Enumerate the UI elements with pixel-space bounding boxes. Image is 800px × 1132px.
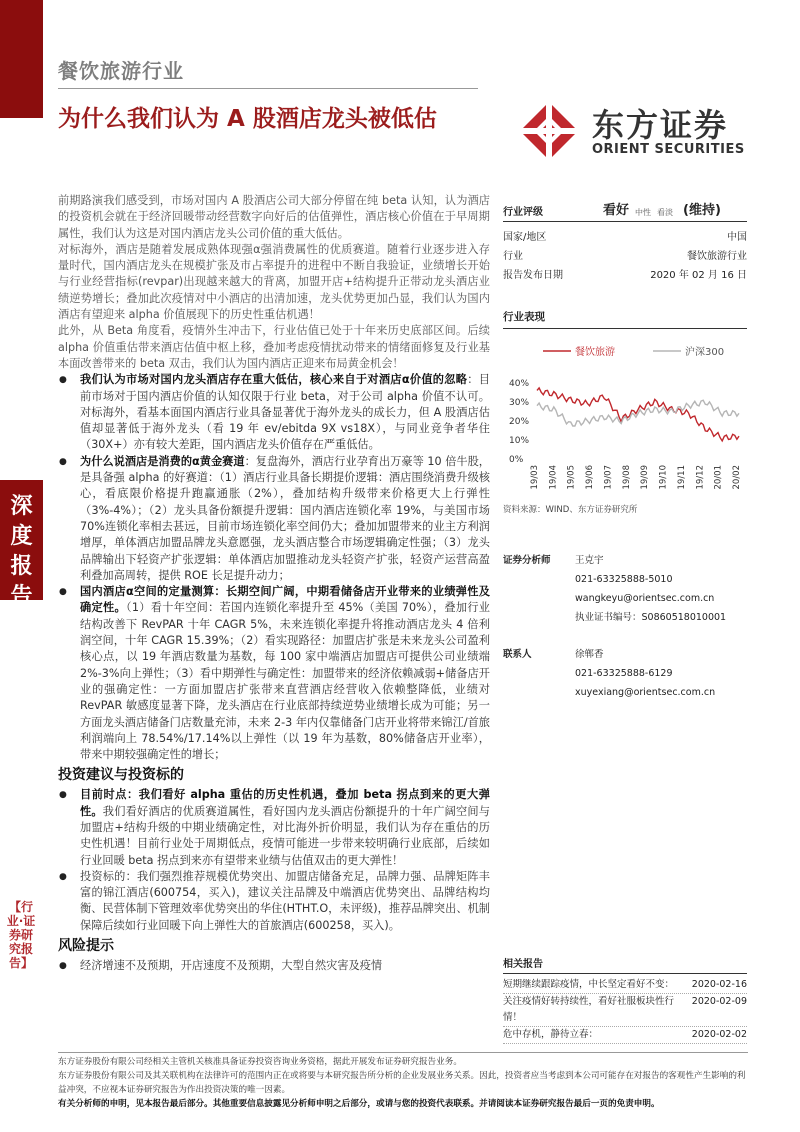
rating-keep: (维持): [683, 203, 721, 218]
sidebar-top-block: [0, 0, 43, 118]
x-tick-label: 19/03: [530, 465, 540, 490]
x-tick-label: 19/11: [676, 465, 687, 490]
bullet-alpha-space: [58, 584, 490, 763]
analyst-value: 王克宇: [575, 555, 604, 566]
contact-row: [503, 683, 747, 702]
industry-heading: 餐饮旅游行业: [58, 59, 184, 83]
contact-row: [503, 664, 747, 683]
performance-title: 行业表现: [503, 309, 747, 329]
logo-en-name: ORIENT SECURITIES: [592, 142, 745, 157]
legend-label: 餐饮旅游: [575, 347, 615, 358]
y-tick-label: 40%: [509, 378, 530, 389]
related-item-title: 短期继续跟踪疫情，中长坚定看好不变：: [503, 979, 675, 990]
info-value: 餐饮旅游行业: [687, 251, 747, 262]
contact-value: 徐郸香: [575, 649, 604, 660]
series-line: [537, 400, 739, 426]
y-tick-label: 30%: [509, 397, 530, 408]
info-value: 2020 年 02 月 16 日: [650, 270, 747, 281]
bullet-text: ：目前市场对于国内酒店价值的认知仅限于行业 beta，对于公司 alpha 价值不认可。对标海外，看基本面国内酒店行业具备显著优于海外龙头的成长力，但 A 股酒店估值却显著低于海外龙头（看 19 年 ev/ebitda 9X vs18X），与同业竞争者华住（30X+）亦有较大差距，国内酒店龙头价值存在严重低估。: [80, 373, 490, 452]
contact-key: [503, 664, 575, 683]
analyst-row: [503, 608, 747, 627]
footer-line-3: 有关分析师的申明，见本报告最后部分。其他重要信息披露见分析师申明之后部分，或请与您的投资代表联系。并请阅读本证券研究报告最后一页的免责申明。: [58, 1099, 660, 1109]
analyst-value: 执业证书编号：S0860518010001: [575, 612, 727, 623]
rating-value: 看好: [603, 203, 630, 218]
y-tick-label: 0%: [509, 455, 524, 465]
analyst-row: [503, 589, 747, 608]
contact-key: [503, 683, 575, 702]
x-tick-label: 19/09: [640, 465, 651, 490]
bullet-text: （1）看十年空间：若国内连锁化率提升至 45%（美国 70%），叠加行业结构改善下 RevPAR 十年 CAGR 5%，未来连锁化率提升将推动酒店龙头 4 倍利润空间，十年 CAGR 15.39%；（2）看实现路径：加盟店扩张是未来龙头公司盈利核心点，以 19 年酒店数量为基数，每 100 家中端酒店加盟店可提供公司业绩端 2%-3%向上弹性；（3）看中期弹性与确定性：加盟带来的经济依赖减弱+储备店开业的强确定性：一方面加盟店扩张带来直营酒店经营收入依赖整降低，业绩对 RevPAR 敏感度显著下降，龙头酒店在行业底部持续逆势业绩增长成为可能；另一方面龙头酒店储备门店数量充沛，未来 2-3 年内仅靠储备门店开业将带来锦江/首旅利润端向上 78.54%/17.14%以上弹性（以 19 年为基数，80%储备店开业率），带来中期较强确定性的增长；: [80, 601, 490, 762]
bullet-text: 经济增速不及预期，开店速度不及预期，大型自然灾害及疫情: [80, 959, 383, 973]
related-item[interactable]: [503, 1027, 747, 1044]
x-tick-label: 20/01: [713, 465, 724, 490]
rating-bearish: 看淡: [657, 208, 674, 217]
x-tick-label: 19/05: [566, 465, 577, 490]
related-title: 相关报告: [503, 955, 747, 974]
bullet-bold: 国内酒店α空间的定量测算：长期空间广阔，中期看储备店开业带来的业绩弹性及确定性。: [80, 585, 490, 615]
contact-email[interactable]: xuyexiang@orientsec.com.cn: [575, 687, 716, 698]
bullet-current-timing: [58, 787, 490, 868]
intro-paragraph-2: 对标海外，酒店是随着发展成熟体现强α强消费属性的优质赛道。随着行业逐步进入存量时代，国内酒店龙头在规模扩张及市占率提升的进程中不断自我验证，业绩增长开始与行业经营指标(revpar)出现越来越大的背离，加盟开店+结构提升正带动龙头酒店业绩逆势增长；叠加此次疫情对中小酒店的出清加速，龙头优势更加凸显，我们认为国内酒店有望迎来 alpha 价值展现下的历史性重估机遇！: [58, 242, 490, 322]
bullet-undervalued: [58, 372, 490, 453]
report-title: 为什么我们认为 A 股酒店龙头被低估: [58, 106, 437, 132]
related-item-date: 2020-02-09: [691, 996, 747, 1007]
x-tick-label: 19/10: [658, 465, 669, 490]
intro-paragraph-3: 此外，从 Beta 角度看，疫情外生冲击下，行业估值已处于十年来历史底部区间。后续 alpha 价值重估带来酒店估值中枢上移，叠加考虑疫情扰动带来的情绪面修复及行业基本面改善带来的 beta 双击，我们认为国内酒店正迎来布局黄金机会！: [58, 324, 490, 370]
contact-key: 联系人: [503, 649, 532, 660]
rating-row: [503, 190, 747, 222]
related-item-date: 2020-02-02: [691, 1029, 747, 1040]
info-row: [503, 228, 747, 247]
analyst-key: [503, 589, 575, 608]
y-tick-label: 20%: [509, 416, 530, 427]
main-body: [58, 193, 490, 974]
report-type-badge: [0, 480, 43, 609]
contact-row: [503, 645, 747, 664]
info-row: [503, 247, 747, 266]
bullet-bold: 我们认为市场对国内龙头酒店存在重大低估，核心来自于对酒店α价值的忽略: [80, 373, 468, 387]
analyst-email[interactable]: wangkeyu@orientsec.com.cn: [575, 593, 715, 604]
bullet-investment-targets: [58, 869, 490, 934]
y-tick-label: 10%: [509, 435, 530, 446]
related-item-title: 危中存机，静待立春：: [503, 1029, 599, 1040]
report-category-tag: 【行业·证券研究报告】: [6, 900, 36, 970]
info-row: [503, 266, 747, 285]
logo-cn-name: 东方证券: [592, 106, 729, 144]
left-sidebar: [0, 0, 43, 1050]
analyst-row: [503, 570, 747, 589]
analyst-row: [503, 551, 747, 570]
footer-disclaimer: [58, 1052, 748, 1111]
industry-performance-chart: [503, 329, 747, 499]
x-tick-label: 19/07: [603, 465, 614, 490]
orient-logo-icon: [518, 100, 580, 162]
related-item[interactable]: [503, 977, 747, 994]
analyst-key: [503, 570, 575, 589]
x-tick-label: 19/06: [585, 465, 596, 490]
related-item[interactable]: [503, 994, 747, 1027]
section-risk: 风险提示: [58, 938, 114, 955]
analyst-value: 021-63325888-5010: [575, 574, 673, 585]
rating-neutral: 中性: [635, 208, 652, 217]
rating-label: 行业评级: [503, 207, 543, 218]
bullet-golden-track: [58, 454, 490, 584]
contact-value: 021-63325888-6129: [575, 668, 673, 679]
info-value: 中国: [727, 232, 747, 243]
bullet-bold: 目前时点：我们看好 alpha 重估的历史性机遇，叠加 beta 拐点到来的更大弹性。: [80, 788, 490, 818]
footer-line-2: 东方证券股份有限公司及其关联机构在法律许可的范围内正在或将要与本研究报告所分析的企业发展业务关系。因此，投资者应当考虑到本公司可能存在对报告的客观性产生影响的利益冲突，不应视本证券研究报告为作出投资决策的唯一因素。: [58, 1071, 746, 1095]
header-divider: [58, 88, 478, 89]
related-item-title: 关注疫情好转持续性，看好社服板块性行情！: [503, 996, 675, 1023]
bullet-risk: [58, 958, 490, 974]
info-key: 行业: [503, 251, 523, 262]
chart-source: 资料来源：WIND、东方证券研究所: [503, 505, 638, 515]
footer-line-1: 东方证券股份有限公司经相关主管机关核准具备证券投资咨询业务资格，据此开展发布证券研究报告业务。: [58, 1057, 462, 1067]
side-panel: [503, 190, 747, 702]
section-investment-advice: 投资建议与投资标的: [58, 767, 184, 784]
report-type-label: 深度报告: [10, 494, 33, 609]
x-tick-label: 19/04: [548, 465, 559, 490]
bullet-text: ：复盘海外，酒店行业孕育出万豪等 10 倍牛股，是具备强 alpha 的好赛道：（1）酒店行业具备长期提价逻辑：酒店围绕消费升级核心，看底限价格提升跑赢通胀（2%），叠加结构升级带来价格更大上行弹性（3%-4%）；（2）龙头具备份额提升逻辑：国内酒店连锁化率 19%，与美国市场 70%连锁化率相去甚远，目前市场连锁化率空间仍大；叠加加盟带来的业主方利润增厚，单体酒店加盟品牌龙头意愿强，龙头酒店整合市场逻辑确定性强；（3）龙头品牌输出下轻资产扩张逻辑：单体酒店加盟推动龙头轻资产扩张，轻资产运营高盈利叠加高周转，提供 ROE 长足提升动力；: [80, 454, 490, 582]
related-reports: [503, 955, 747, 1044]
analyst-key: 证券分析师: [503, 555, 551, 566]
info-key: 报告发布日期: [503, 270, 563, 281]
bullet-bold: 为什么说酒店是消费的α黄金赛道: [80, 454, 245, 468]
chart-svg: [503, 329, 747, 499]
intro-paragraph-1: 前期路演我们感受到，市场对国内 A 股酒店公司大部分停留在纯 beta 认知，认为酒店的投资机会就在于经济回暖带动经营数字向好后的估值弹性，酒店核心价值在于早周期属性，我们认为这是对国内酒店龙头公司价值的重大低估。: [58, 194, 490, 240]
x-tick-label: 20/02: [732, 465, 742, 490]
x-tick-label: 19/08: [621, 465, 632, 490]
info-key: 国家/地区: [503, 232, 547, 243]
legend-label: 沪深300: [685, 347, 725, 358]
analyst-key: [503, 608, 575, 627]
related-item-date: 2020-02-16: [691, 979, 747, 990]
analyst-block: [503, 551, 747, 702]
bullet-text: 投资标的：我们强烈推荐规模优势突出、加盟店储备充足，品牌力强、品牌矩阵丰富的锦江酒店(600754，买入)，建议关注品牌及中端酒店优势突出、品牌结构均衡、民营体制下管理效率优势突出的华住(HTHT.O，未评级)，推荐品牌突出、机制保障后续如行业回暖下向上弹性大的首旅酒店(600258，买入)。: [80, 869, 490, 932]
company-logo: [518, 100, 748, 160]
x-tick-label: 19/12: [695, 465, 706, 490]
bullet-text: 我们看好酒店的优质赛道属性，看好国内龙头酒店份额提升的十年广阔空间与加盟店+结构升级的中期业绩确定性，对比海外折价明显，我们认为存在重估的历史性机遇！目前行业处于周期低点，疫情可能进一步带来较明确行业底部，后续如行业回暖 beta 拐点到来亦有望带来业绩与估值双击的更大弹性！: [80, 804, 490, 867]
